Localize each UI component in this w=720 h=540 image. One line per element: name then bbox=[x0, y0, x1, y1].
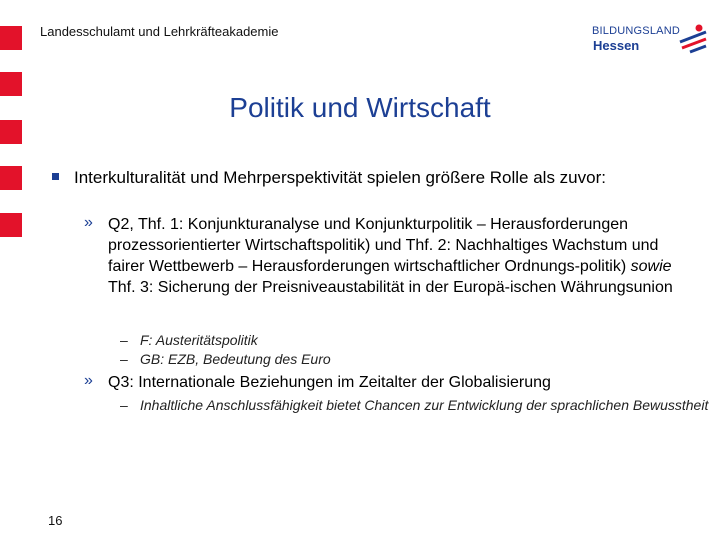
sub-bullet-q2-text bbox=[108, 214, 698, 298]
square-bullet-icon bbox=[52, 173, 59, 180]
red-side-marker bbox=[0, 26, 22, 50]
q2-lead-text: Q2, Thf. 1: Konjunkturanalyse und Konjunkturpolitik – Herausforderungen prozessorientierter Wirtschaftspolitik) und Thf. 2: Nachhaltiges Wachstum und fairer Wettbewerb – Herausforderungen wirtschaftlicher Ordnungs-politik) bbox=[108, 216, 659, 275]
main-bullet-text: Interkulturalität und Mehrperspektivität spielen größere Rolle als zuvor: bbox=[74, 168, 606, 187]
dash-bullet-icon: – bbox=[120, 351, 128, 367]
detail-text: F: Austeritätspolitik bbox=[140, 332, 258, 348]
bildungsland-hessen-logo bbox=[592, 22, 710, 56]
slide-title: Politik und Wirtschaft bbox=[229, 92, 491, 123]
red-side-marker bbox=[0, 166, 22, 190]
organization-name: Landesschulamt und Lehrkräfteakademie bbox=[40, 24, 279, 39]
sub-bullet-q3-text: Q3: Internationale Beziehungen im Zeitalter der Globalisierung bbox=[108, 374, 551, 391]
chevron-bullet-icon: » bbox=[84, 214, 93, 231]
q2-tail-text: Thf. 3: Sicherung der Preisniveaustabilität in der Europä-ischen Währungsunion bbox=[108, 279, 673, 296]
q2-italic-word: sowie bbox=[630, 258, 672, 275]
red-side-marker bbox=[0, 213, 22, 237]
detail-text: GB: EZB, Bedeutung des Euro bbox=[140, 351, 331, 367]
dash-bullet-icon: – bbox=[120, 397, 128, 413]
chevron-bullet-icon: » bbox=[84, 372, 93, 389]
dash-bullet-icon: – bbox=[120, 332, 128, 348]
logo-line2: Hessen bbox=[593, 38, 640, 53]
logo-line1: BILDUNGSLAND bbox=[592, 25, 680, 37]
hessen-figure-icon bbox=[676, 22, 710, 56]
detail-text: Inhaltliche Anschlussfähigkeit bietet Chancen zur Entwicklung der sprachlichen Bewusstheit bbox=[140, 397, 709, 413]
page-number: 16 bbox=[48, 513, 63, 528]
